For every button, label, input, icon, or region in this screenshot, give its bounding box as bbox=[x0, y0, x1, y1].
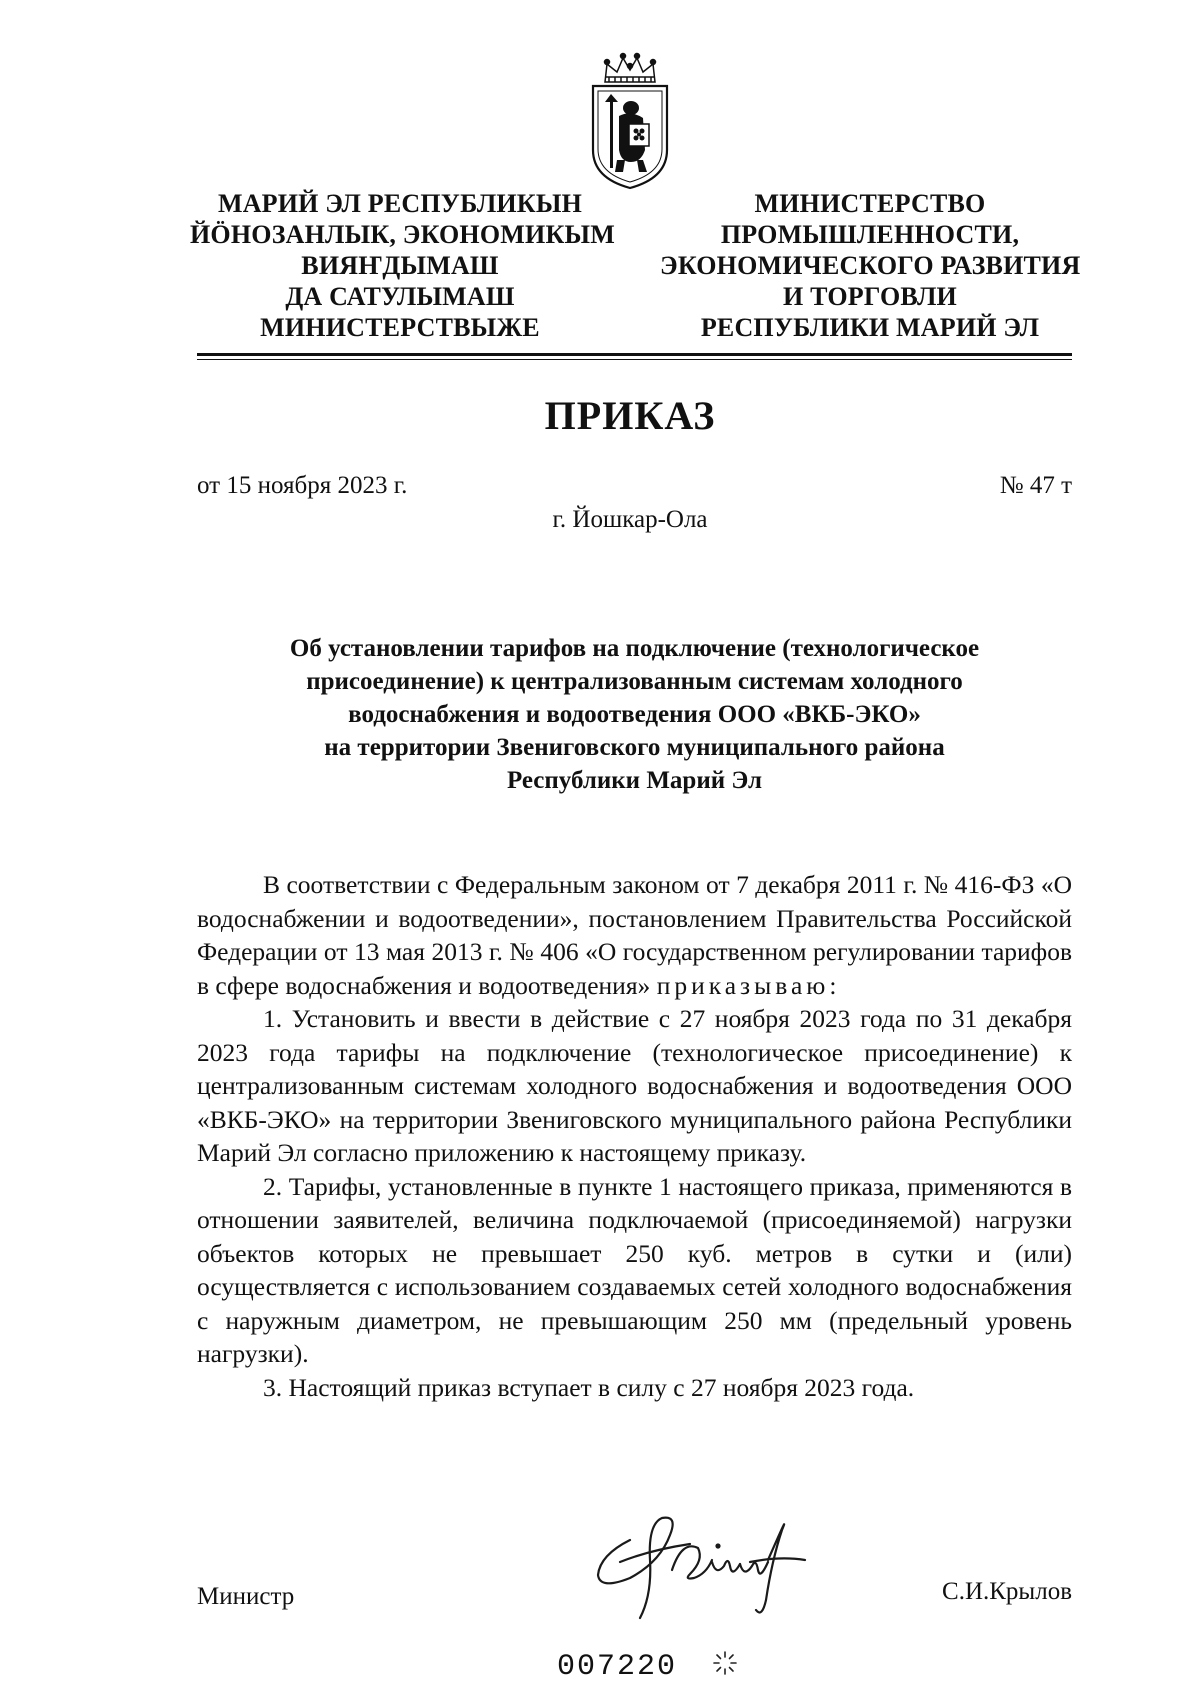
subject-line: присоединение) к централизованным системам холодного bbox=[306, 668, 963, 695]
subject-line: на территории Звениговского муниципального района bbox=[324, 734, 945, 761]
header-right-line: РЕСПУБЛИКИ МАРИЙ ЭЛ bbox=[700, 313, 1040, 342]
command-word: приказываю: bbox=[656, 970, 841, 1000]
order-item-3: 3. Настоящий приказ вступает в силу с 27 ноября 2023 года. bbox=[263, 1372, 915, 1402]
signatory-position: Министр bbox=[197, 1583, 295, 1610]
handwritten-signature bbox=[590, 1500, 820, 1630]
order-body bbox=[197, 868, 1072, 1404]
header-divider-thick bbox=[197, 353, 1072, 356]
header-left-line: ЙӦНОЗАНЛЫК, ЭКОНОМИКЫМ bbox=[190, 220, 615, 249]
header-right-line: ПРОМЫШЛЕННОСТИ, bbox=[720, 220, 1020, 249]
order-city: г. Йошкар-Ола bbox=[552, 506, 708, 533]
document-title: ПРИКАЗ bbox=[544, 393, 716, 438]
preamble-text: В соответствии с Федеральным законом от 7 декабря 2011 г. № 416-ФЗ «О водоснабжении и водоотведении», постановлением Правительства Российской Федерации от 13 мая 2013 г. № 406 «О государственном регулировании тарифов в сфере водоснабжения и водоотведения» bbox=[197, 870, 1072, 1000]
order-item-2: 2. Тарифы, установленные в пункте 1 настоящего приказа, применяются в отношении заявителей, величина подключаемой (присоединяемой) нагрузки объектов которых не превышает 250 куб. метров в сутки и (или) осуществляется с использованием создаваемых сетей холодного водоснабжения с наружным диаметром, не превышающим 250 мм (предельный уровень нагрузки). bbox=[197, 1171, 1072, 1368]
coat-of-arms-emblem bbox=[585, 50, 675, 190]
signatory-name: С.И.Крылов bbox=[942, 1578, 1072, 1605]
header-left-line: ВИЯҤДЫМАШ bbox=[301, 251, 499, 280]
header-left-block bbox=[190, 188, 615, 343]
order-item-1: 1. Установить и ввести в действие с 27 ноября 2023 года по 31 декабря 2023 года тарифы на подключение (технологическое присоединение) к централизованным системам холодного водоснабжения и водоотведения ООО «ВКБ-ЭКО» на территории Звениговского муниципального района Республики Марий Эл согласно приложению к настоящему приказу. bbox=[197, 1004, 1072, 1167]
header-right-block bbox=[660, 188, 1080, 343]
subject-line: водоснабжения и водоотведения ООО «ВКБ-ЭКО» bbox=[348, 701, 921, 728]
header-right-line: ЭКОНОМИЧЕСКОГО РАЗВИТИЯ bbox=[660, 251, 1081, 280]
header-right-line: И ТОРГОВЛИ bbox=[783, 282, 957, 311]
document-serial-number: 007220 bbox=[557, 1650, 678, 1684]
header-left-line: МИНИСТЕРСТВЫЖЕ bbox=[260, 313, 540, 342]
header-right-line: МИНИСТЕРСТВО bbox=[754, 189, 986, 218]
subject-line: Республики Марий Эл bbox=[506, 767, 763, 794]
header-left-line: МАРИЙ ЭЛ РЕСПУБЛИКЫН bbox=[217, 189, 583, 218]
header-left-line: ДА САТУЛЫМАШ bbox=[285, 282, 515, 311]
order-subject bbox=[197, 632, 1072, 797]
order-date: от 15 ноября 2023 г. bbox=[197, 472, 408, 499]
subject-line: Об установлении тарифов на подключение (технологическое bbox=[289, 635, 980, 662]
header-divider-thin bbox=[197, 359, 1072, 360]
preamble-paragraph bbox=[197, 868, 1072, 1002]
order-number: № 47 т bbox=[999, 472, 1072, 499]
sparkle-stamp-icon bbox=[712, 1650, 738, 1676]
